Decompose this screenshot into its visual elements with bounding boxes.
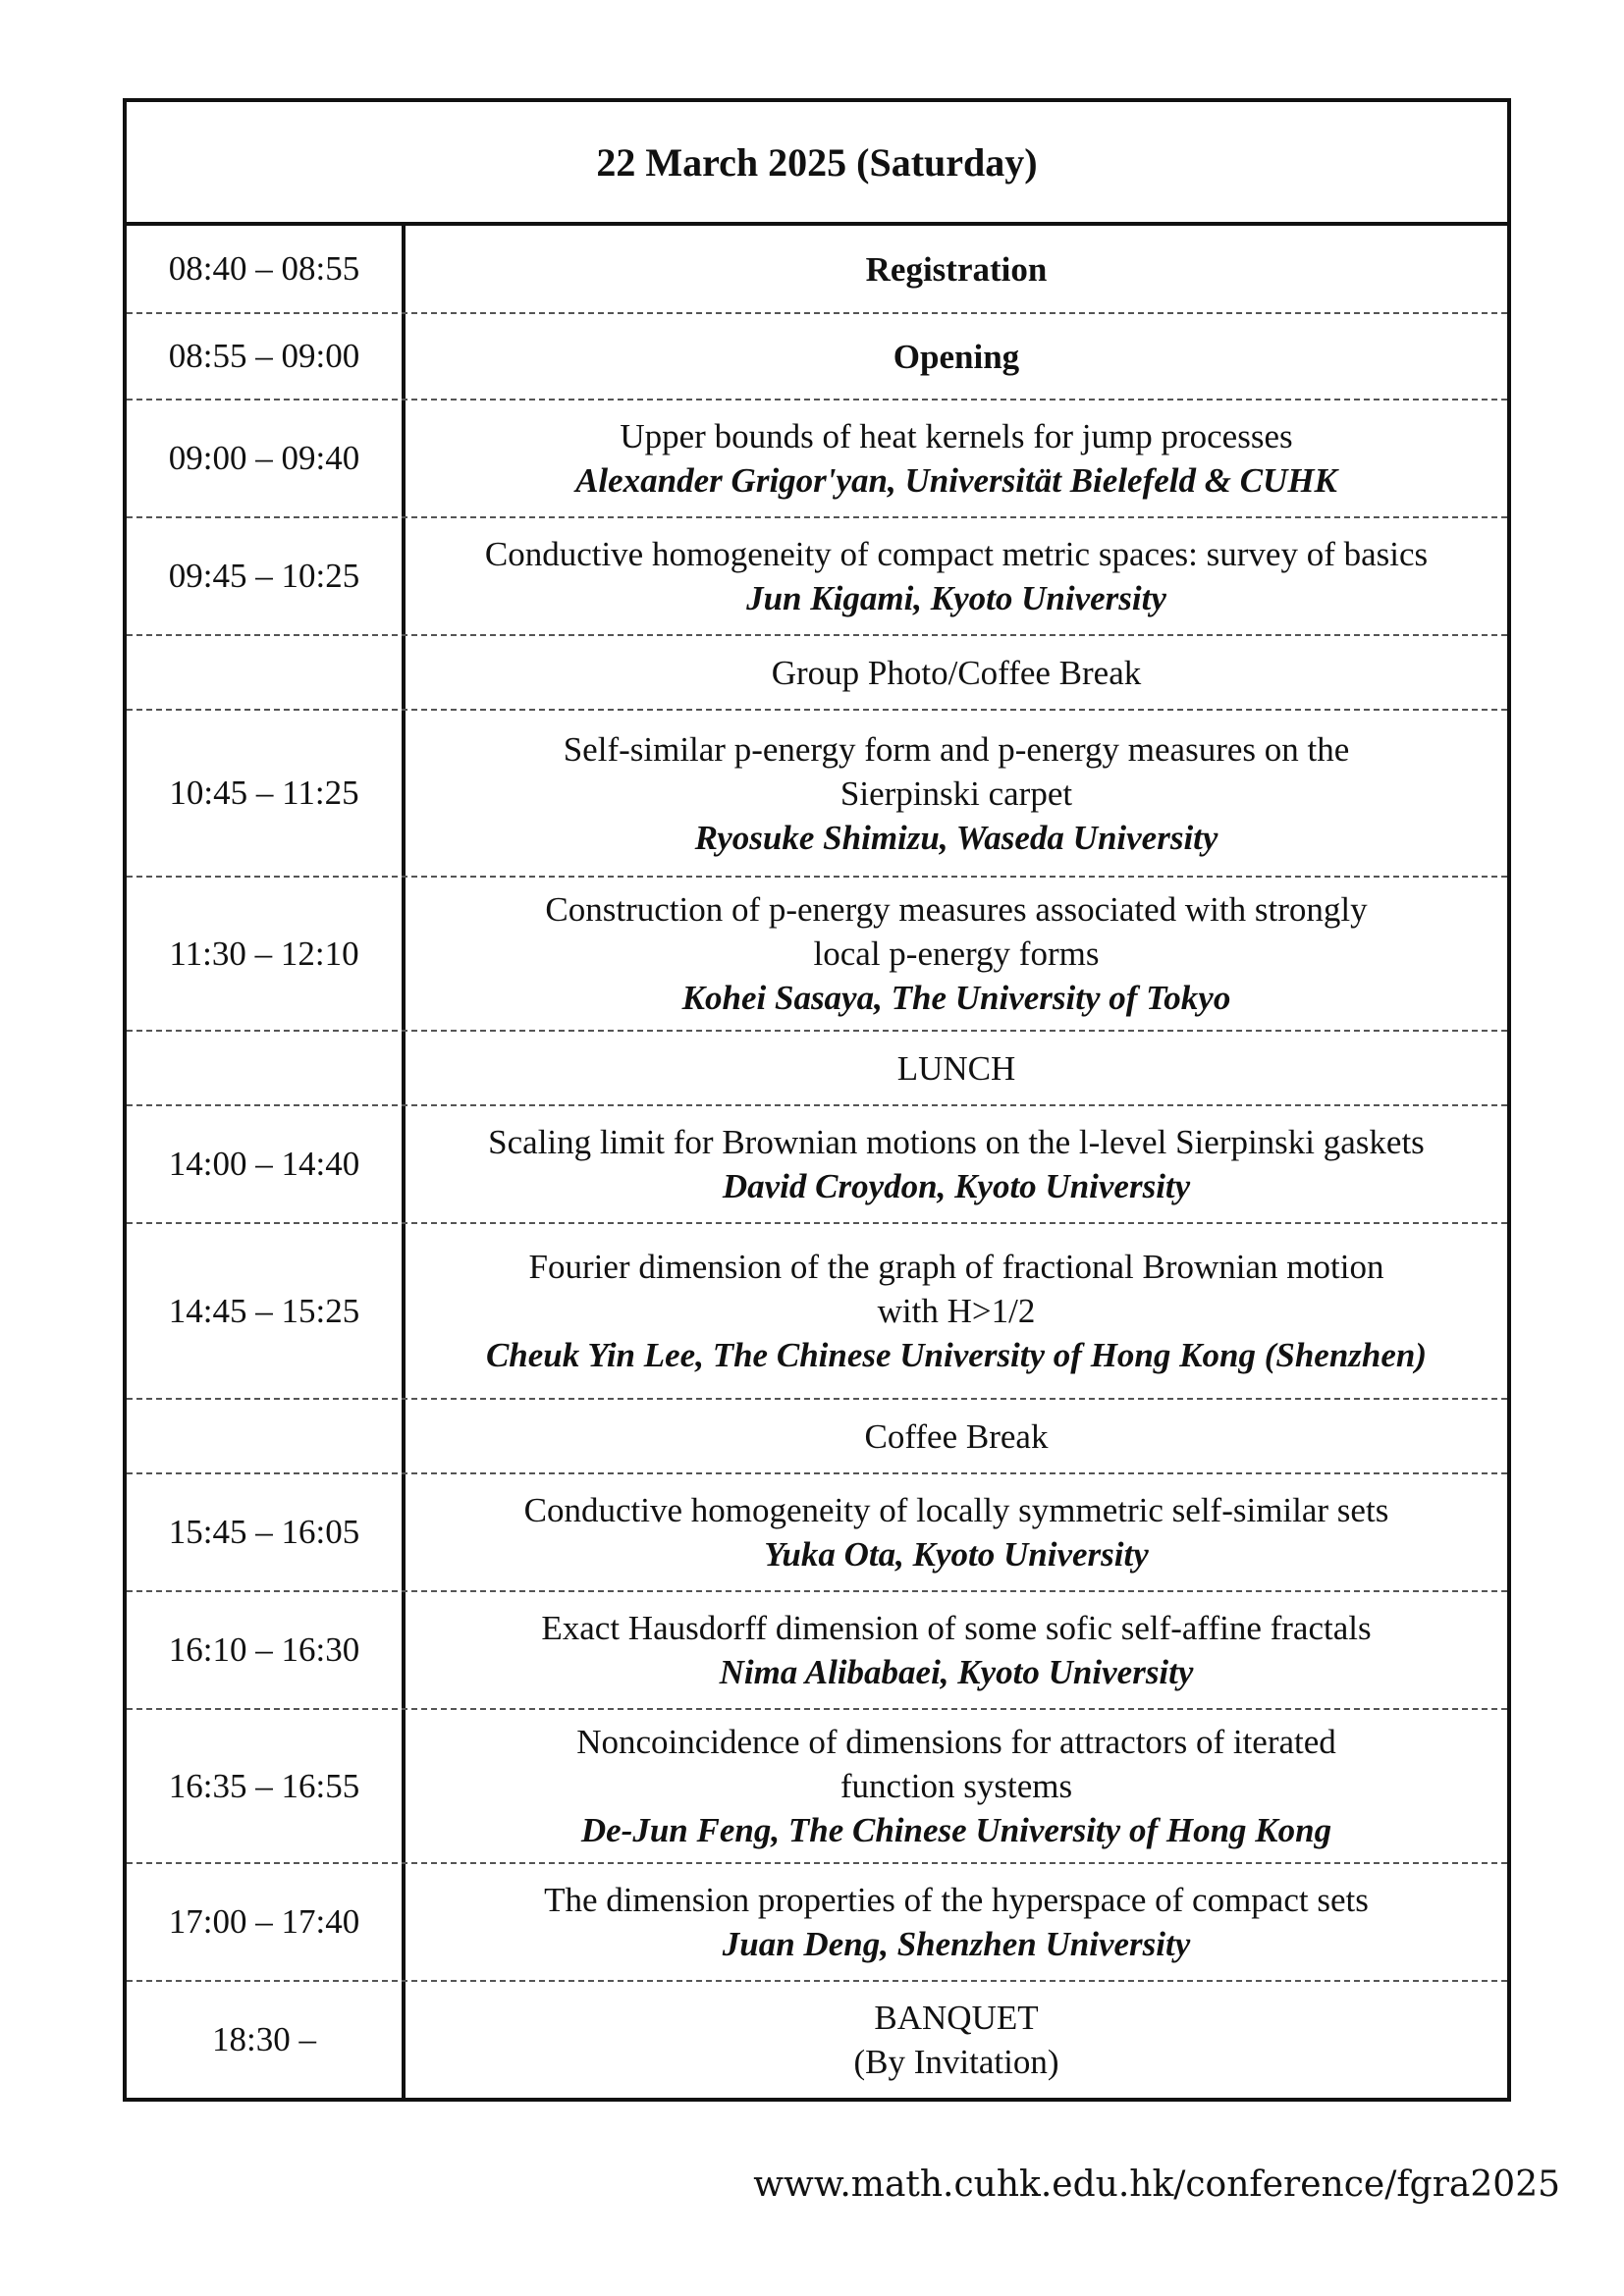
session-details bbox=[406, 1474, 1507, 1590]
session-details bbox=[406, 518, 1507, 634]
session-title: Fourier dimension of the graph of fractional Brownian motion bbox=[528, 1248, 1384, 1286]
time-slot: 10:45 – 11:25 bbox=[127, 711, 406, 876]
session-title: Self-similar p-energy form and p-energy measures on the bbox=[563, 729, 1350, 769]
schedule-row bbox=[127, 876, 1507, 1030]
schedule-row bbox=[127, 399, 1507, 516]
session-title: The dimension properties of the hyperspace of compact sets bbox=[544, 1881, 1369, 1919]
session-title: BANQUET bbox=[874, 1999, 1039, 2037]
session-details bbox=[406, 1710, 1507, 1862]
speaker-affiliation: Yuka Ota, Kyoto University bbox=[764, 1535, 1149, 1574]
time-slot: 17:00 – 17:40 bbox=[127, 1864, 406, 1980]
speaker-affiliation: Juan Deng, Shenzhen University bbox=[722, 1925, 1191, 1963]
time-slot: 08:40 – 08:55 bbox=[127, 226, 406, 312]
session-details bbox=[406, 1224, 1507, 1398]
schedule-row bbox=[127, 1030, 1507, 1104]
schedule-table bbox=[123, 98, 1511, 2102]
session-details bbox=[406, 636, 1507, 709]
session-details bbox=[406, 1982, 1507, 2098]
schedule-row bbox=[127, 312, 1507, 399]
session-title: function systems bbox=[839, 1767, 1073, 1805]
session-title: Group Photo/Coffee Break bbox=[771, 653, 1142, 692]
schedule-row bbox=[127, 1472, 1507, 1590]
time-slot: 16:35 – 16:55 bbox=[127, 1710, 406, 1862]
session-details bbox=[406, 400, 1507, 516]
session-title: Exact Hausdorff dimension of some sofic self-affine fractals bbox=[541, 1609, 1372, 1647]
time-slot: 09:00 – 09:40 bbox=[127, 400, 406, 516]
speaker-affiliation: Ryosuke Shimizu, Waseda University bbox=[694, 818, 1218, 857]
session-details bbox=[406, 226, 1507, 312]
schedule-row bbox=[127, 1862, 1507, 1980]
session-details bbox=[406, 1032, 1507, 1104]
session-title: Upper bounds of heat kernels for jump processes bbox=[620, 417, 1293, 455]
speaker-affiliation: De-Jun Feng, The Chinese University of Hong Kong bbox=[580, 1811, 1332, 1849]
schedule-row bbox=[127, 634, 1507, 709]
session-title: Construction of p-energy measures associated with strongly bbox=[545, 890, 1368, 929]
session-title: LUNCH bbox=[896, 1048, 1016, 1088]
schedule-row bbox=[127, 709, 1507, 876]
time-slot bbox=[127, 1400, 406, 1472]
session-title: Noncoincidence of dimensions for attractors of iterated bbox=[576, 1723, 1336, 1761]
session-details bbox=[406, 1400, 1507, 1472]
session-title: Opening bbox=[893, 337, 1020, 376]
schedule-row bbox=[127, 1398, 1507, 1472]
time-slot: 16:10 – 16:30 bbox=[127, 1592, 406, 1708]
time-slot: 11:30 – 12:10 bbox=[127, 878, 406, 1030]
session-details bbox=[406, 711, 1507, 876]
schedule-row bbox=[127, 1708, 1507, 1862]
speaker-affiliation: Nima Alibabaei, Kyoto University bbox=[719, 1653, 1194, 1691]
session-title: local p-energy forms bbox=[813, 934, 1100, 973]
time-slot: 14:45 – 15:25 bbox=[127, 1224, 406, 1398]
schedule-date-header: 22 March 2025 (Saturday) bbox=[127, 102, 1507, 226]
speaker-affiliation: Jun Kigami, Kyoto University bbox=[746, 579, 1166, 617]
speaker-affiliation: Alexander Grigor'yan, Universität Bielefeld & CUHK bbox=[575, 461, 1337, 500]
session-details bbox=[406, 1106, 1507, 1222]
speaker-affiliation: David Croydon, Kyoto University bbox=[722, 1167, 1191, 1205]
schedule-row bbox=[127, 1222, 1507, 1398]
time-slot bbox=[127, 636, 406, 709]
speaker-affiliation: Cheuk Yin Lee, The Chinese University of Hong Kong (Shenzhen) bbox=[485, 1336, 1428, 1374]
session-title: Sierpinski carpet bbox=[839, 774, 1073, 813]
schedule-row bbox=[127, 226, 1507, 312]
time-slot: 15:45 – 16:05 bbox=[127, 1474, 406, 1590]
session-title: Conductive homogeneity of compact metric spaces: survey of basics bbox=[484, 535, 1429, 573]
session-details bbox=[406, 878, 1507, 1030]
session-title: (By Invitation) bbox=[853, 2043, 1059, 2081]
schedule-rows bbox=[127, 226, 1507, 2098]
session-title: Registration bbox=[865, 249, 1048, 289]
conference-url[interactable]: www.math.cuhk.edu.hk/conference/fgra2025 bbox=[753, 2164, 1560, 2205]
schedule-row bbox=[127, 516, 1507, 634]
session-details bbox=[406, 1864, 1507, 1980]
session-details bbox=[406, 1592, 1507, 1708]
session-title: with H>1/2 bbox=[877, 1292, 1036, 1330]
speaker-affiliation: Kohei Sasaya, The University of Tokyo bbox=[681, 979, 1231, 1017]
time-slot: 18:30 – bbox=[127, 1982, 406, 2098]
session-title: Scaling limit for Brownian motions on the l-level Sierpinski gaskets bbox=[488, 1123, 1425, 1161]
time-slot: 08:55 – 09:00 bbox=[127, 314, 406, 399]
schedule-row bbox=[127, 1104, 1507, 1222]
schedule-row bbox=[127, 1590, 1507, 1708]
time-slot bbox=[127, 1032, 406, 1104]
time-slot: 14:00 – 14:40 bbox=[127, 1106, 406, 1222]
schedule-row bbox=[127, 1980, 1507, 2098]
time-slot: 09:45 – 10:25 bbox=[127, 518, 406, 634]
session-details bbox=[406, 314, 1507, 399]
session-title: Conductive homogeneity of locally symmetric self-similar sets bbox=[523, 1491, 1389, 1529]
session-title: Coffee Break bbox=[864, 1416, 1049, 1456]
